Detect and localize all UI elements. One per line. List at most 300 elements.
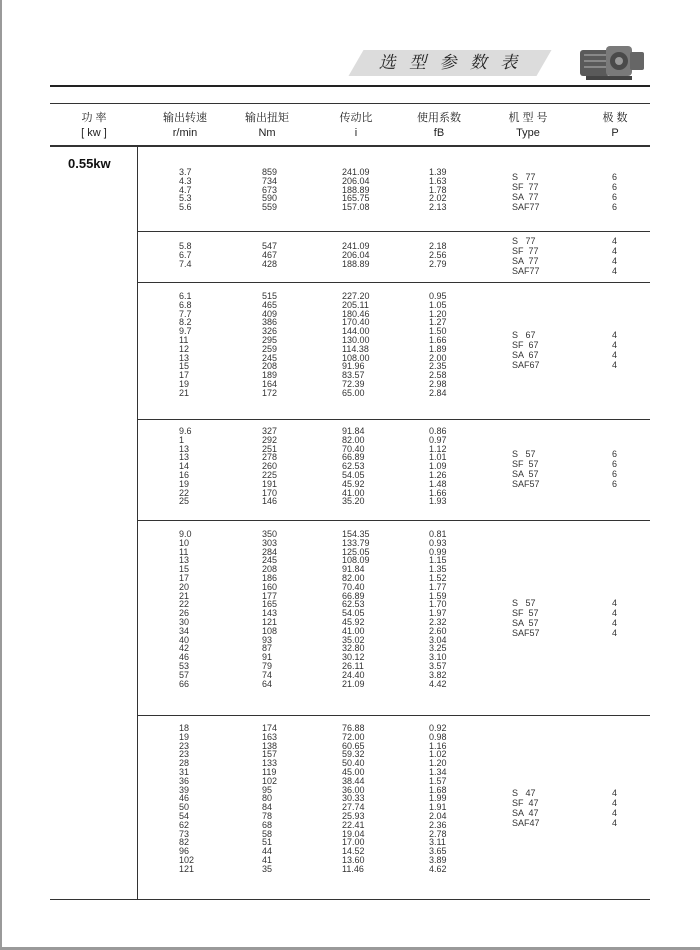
table-cell: 36.00 [342, 784, 365, 795]
table-cell: 180.46 [342, 308, 370, 319]
table-cell: 53 [179, 660, 190, 671]
table-cell: 15 [179, 564, 190, 575]
table-cell: 170 [262, 487, 278, 498]
table-cell: 68 [262, 819, 273, 830]
table-cell: 12 [179, 343, 190, 354]
table-cell: 1.78 [429, 184, 447, 195]
table-cell: 114.38 [342, 343, 369, 354]
table-cell: 303 [262, 537, 278, 548]
table-cell: 51 [262, 837, 273, 848]
ratio-col [342, 242, 370, 268]
table-cell: 6 [612, 202, 618, 212]
table-cell: 28 [179, 758, 190, 769]
table-cell: 1.09 [429, 461, 447, 472]
group-separator [137, 231, 650, 232]
table-cell: 465 [262, 299, 278, 310]
table-cell: 1.91 [429, 802, 447, 813]
table-cell: SA 57 [512, 469, 539, 479]
table-cell: 241.09 [342, 167, 370, 177]
pole-col [612, 788, 617, 828]
table-cell: 60.65 [342, 740, 365, 751]
table-cell: 6.1 [179, 291, 192, 301]
table-cell: 96 [179, 846, 190, 857]
table-cell: 6.7 [179, 249, 192, 260]
table-cell: 31 [179, 766, 190, 777]
table-cell: 386 [262, 317, 278, 328]
table-cell: 42 [179, 643, 190, 654]
table-cell: 133 [262, 758, 278, 769]
table-cell: 45.00 [342, 766, 365, 777]
table-cell: SA 77 [512, 192, 539, 202]
table-cell: 1.15 [429, 555, 447, 566]
table-cell: 121 [262, 616, 278, 627]
table-cell: 1.59 [429, 590, 447, 601]
table-cell: 91 [262, 652, 273, 663]
table-cell: 50 [179, 802, 190, 813]
table-cell: 4 [612, 598, 618, 608]
table-cell: 1.20 [429, 758, 447, 769]
table-cell: 35 [262, 863, 273, 874]
group-separator [137, 282, 650, 283]
table-cell: 241.09 [342, 241, 370, 251]
table-cell: 0.95 [429, 291, 447, 301]
table-cell: 1.52 [429, 572, 447, 583]
table-cell: 79 [262, 660, 273, 671]
table-cell: SF 57 [512, 608, 539, 618]
table-cell: 24.40 [342, 669, 365, 680]
table-cell: 4 [612, 236, 618, 246]
table-cell: 260 [262, 461, 278, 472]
table-cell: 72.00 [342, 731, 365, 742]
group-separator [137, 715, 650, 716]
table-cell: 35.20 [342, 496, 365, 507]
table-cell: 3.82 [429, 669, 447, 680]
table-cell: 2.78 [429, 828, 447, 839]
table-cell: 87 [262, 643, 273, 654]
table-cell: 1.89 [429, 343, 447, 354]
table-cell: 57 [179, 669, 190, 680]
table-cell: 1.93 [429, 496, 447, 507]
pole-col [612, 598, 617, 638]
table-cell: 74 [262, 669, 273, 680]
table-cell: 292 [262, 434, 278, 445]
table-cell: 62.53 [342, 461, 365, 472]
table-cell: 227.20 [342, 291, 370, 301]
table-cell: 46 [179, 793, 190, 804]
table-cell: 188.89 [342, 184, 370, 195]
table-cell: 93 [262, 634, 273, 645]
table-cell: 0.86 [429, 426, 447, 436]
table-cell: 1.34 [429, 766, 447, 777]
table-cell: 278 [262, 452, 278, 463]
table-cell: 4 [612, 818, 618, 828]
table-cell: 547 [262, 241, 278, 251]
table-cell: SAF57 [512, 628, 540, 638]
table-cell: S 77 [512, 172, 536, 182]
table-cell: 4 [612, 360, 618, 370]
table-cell: 1.27 [429, 317, 447, 328]
table-cell: 64 [262, 678, 273, 689]
page-title: 选 型 参 数 表 [378, 53, 522, 73]
table-cell: 11 [179, 546, 189, 557]
table-cell: 130.00 [342, 334, 370, 345]
table-cell: 160 [262, 581, 278, 592]
table-cell: 4 [612, 266, 618, 276]
table-cell: 2.35 [429, 361, 447, 372]
table-cell: 2.32 [429, 616, 447, 627]
table-cell: 66.89 [342, 452, 365, 463]
table-cell: 205.11 [342, 299, 369, 310]
table-cell: 174 [262, 723, 278, 733]
table-cell: 41.00 [342, 625, 365, 636]
table-cell: 23 [179, 740, 190, 751]
table-cell: 10 [179, 537, 190, 548]
table-cell: SA 67 [512, 350, 539, 360]
pole-col [612, 449, 617, 489]
table-cell: 1.05 [429, 299, 447, 310]
torque-col [262, 530, 277, 688]
table-cell: 62 [179, 819, 190, 830]
pole-col [612, 172, 617, 212]
table-cell: 4 [612, 256, 618, 266]
table-cell: 1.35 [429, 564, 447, 575]
table-cell: 4 [612, 246, 618, 256]
table-cell: 2.58 [429, 370, 447, 381]
table-cell: 0.98 [429, 731, 447, 742]
table-cell: 30.33 [342, 793, 365, 804]
table-cell: 2.84 [429, 387, 447, 398]
type-col [512, 172, 540, 212]
table-cell: 2.98 [429, 378, 447, 389]
table-cell: 1.97 [429, 608, 447, 619]
table-cell: SAF77 [512, 266, 540, 276]
table-cell: 5.3 [179, 193, 192, 204]
table-cell: 157.08 [342, 202, 370, 213]
table-cell: 326 [262, 326, 278, 337]
table-cell: 2.79 [429, 258, 447, 269]
table-cell: 165 [262, 599, 278, 610]
type-col [512, 236, 540, 276]
table-cell: 35.02 [342, 634, 365, 645]
table-cell: S 77 [512, 236, 536, 246]
table-cell: 22.41 [342, 819, 365, 830]
table-cell: 108.00 [342, 352, 370, 363]
type-col [512, 449, 540, 489]
type-col [512, 788, 540, 828]
table-cell: 65.00 [342, 387, 365, 398]
service-factor-col [429, 427, 447, 506]
service-factor-col [429, 724, 447, 874]
table-cell: 1.50 [429, 326, 447, 337]
table-cell: 188.89 [342, 258, 370, 269]
table-cell: 41 [262, 854, 273, 865]
table-cell: 428 [262, 258, 278, 269]
speed-col [179, 168, 192, 212]
page-frame-left [0, 0, 2, 950]
table-cell: 5.8 [179, 241, 192, 251]
table-cell: 4 [612, 350, 618, 360]
title-rule [50, 85, 650, 87]
table-cell: 44 [262, 846, 273, 857]
table-cell: 25 [179, 496, 190, 507]
table-cell: 7.7 [179, 308, 192, 319]
power-value: 0.55kw [68, 156, 111, 171]
table-cell: SA 47 [512, 808, 539, 818]
table-cell: 1.66 [429, 334, 447, 345]
table-cell: 82.00 [342, 572, 365, 583]
table-cell: 1.02 [429, 749, 447, 760]
table-cell: 0.97 [429, 434, 447, 445]
type-col [512, 330, 540, 370]
torque-col [262, 724, 277, 874]
table-cell: 14 [179, 461, 190, 472]
torque-col [262, 292, 277, 398]
table-cell: 39 [179, 784, 190, 795]
table-cell: 0.81 [429, 529, 447, 539]
speed-col [179, 292, 192, 398]
table-cell: 2.04 [429, 810, 447, 821]
speed-col [179, 530, 192, 688]
table-cell: 38.44 [342, 775, 365, 786]
table-cell: 82 [179, 837, 190, 848]
table-cell: 208 [262, 361, 278, 372]
table-cell: 119 [262, 766, 277, 777]
table-cell: 409 [262, 308, 278, 319]
table-cell: 1.48 [429, 478, 447, 489]
table-cell: 41.00 [342, 487, 365, 498]
table-cell: 83.57 [342, 370, 365, 381]
table-cell: 4.7 [179, 184, 192, 195]
service-factor-col [429, 168, 447, 212]
table-cell: 6 [612, 459, 618, 469]
table-cell: 2.18 [429, 241, 447, 251]
table-cell: SAF77 [512, 202, 540, 212]
table-cell: 4 [612, 618, 618, 628]
table-cell: 14.52 [342, 846, 365, 857]
table-cell: 3.11 [429, 837, 446, 848]
table-cell: 2.02 [429, 193, 447, 204]
table-cell: 13 [179, 452, 190, 463]
table-cell: 11 [179, 334, 189, 345]
table-cell: 2.60 [429, 625, 447, 636]
table-cell: 70.40 [342, 443, 365, 454]
table-cell: 78 [262, 810, 273, 821]
table-cell: 0.93 [429, 537, 447, 548]
table-cell: 4.62 [429, 863, 447, 874]
header-output-torque: 输出扭矩 Nm [245, 112, 289, 139]
table-cell: 80 [262, 793, 273, 804]
table-cell: SF 57 [512, 459, 539, 469]
table-cell: 3.25 [429, 643, 447, 654]
table-cell: 295 [262, 334, 278, 345]
ratio-col [342, 427, 365, 506]
table-cell: 3.57 [429, 660, 447, 671]
table-cell: 6 [612, 182, 618, 192]
table-cell: 13 [179, 555, 190, 566]
ratio-col [342, 168, 370, 212]
table-cell: 3.65 [429, 846, 447, 857]
table-cell: 172 [262, 387, 278, 398]
table-cell: 72.39 [342, 378, 365, 389]
type-col [512, 598, 540, 638]
table-cell: 170.40 [342, 317, 370, 328]
table-cell: 0.92 [429, 723, 447, 733]
table-cell: S 67 [512, 330, 536, 340]
table-cell: 186 [262, 572, 278, 583]
table-cell: 206.04 [342, 249, 370, 260]
table-cell: 1.57 [429, 775, 447, 786]
table-cell: 1.66 [429, 487, 447, 498]
service-factor-col [429, 292, 447, 398]
header-service-factor: 使用系数 fB [417, 112, 461, 139]
table-cell: 9.7 [179, 326, 192, 337]
ratio-col [342, 530, 370, 688]
table-cell: 2.36 [429, 819, 447, 830]
torque-col [262, 242, 277, 268]
table-cell: 9.6 [179, 426, 192, 436]
table-cell: 8.2 [179, 317, 192, 328]
table-cell: 590 [262, 193, 278, 204]
table-cell: 4 [612, 808, 618, 818]
table-cell: 245 [262, 555, 278, 566]
header-ratio: 传动比 i [339, 112, 373, 139]
table-cell: 143 [262, 608, 278, 619]
pole-col [612, 236, 617, 276]
table-cell: 21 [179, 387, 190, 398]
table-cell: 1.99 [429, 793, 447, 804]
table-cell: 17 [179, 572, 190, 583]
table-cell: 225 [262, 469, 278, 480]
speed-col [179, 724, 194, 874]
header-separator [50, 145, 650, 147]
table-cell: 3.7 [179, 167, 192, 177]
table-cell: 6 [612, 469, 618, 479]
table-cell: 91.84 [342, 426, 365, 436]
table-cell: 515 [262, 291, 278, 301]
gear-motor-icon [576, 40, 648, 86]
table-cell: 40 [179, 634, 190, 645]
table-cell: 1.77 [429, 581, 447, 592]
table-cell: 208 [262, 564, 278, 575]
table-cell: 17.00 [342, 837, 365, 848]
table-cell: 16 [179, 469, 190, 480]
table-cell: 30 [179, 616, 190, 627]
table-cell: S 57 [512, 449, 536, 459]
table-cell: 13 [179, 352, 190, 363]
table-cell: 1.16 [429, 740, 447, 751]
table-cell: 95 [262, 784, 273, 795]
table-cell: SF 67 [512, 340, 539, 350]
table-cell: S 47 [512, 788, 536, 798]
table-cell: 46 [179, 652, 190, 663]
table-cell: 9.0 [179, 529, 192, 539]
table-cell: 45.92 [342, 616, 365, 627]
table-cell: 2.56 [429, 249, 447, 260]
table-cell: 350 [262, 529, 278, 539]
table-cell: 1.68 [429, 784, 447, 795]
table-cell: 54.05 [342, 469, 365, 480]
service-factor-col [429, 530, 447, 688]
table-cell: 13.60 [342, 854, 365, 865]
ratio-col [342, 724, 365, 874]
table-cell: 70.40 [342, 581, 365, 592]
table-cell: 11.46 [342, 863, 364, 874]
table-cell: 32.80 [342, 643, 365, 654]
table-cell: SF 47 [512, 798, 539, 808]
table-cell: 1.70 [429, 599, 447, 610]
table-cell: 734 [262, 175, 278, 186]
table-cell: 6 [612, 479, 618, 489]
group-separator [137, 419, 650, 420]
header-power: 功 率 [ kw ] [81, 112, 107, 139]
pole-col [612, 330, 617, 370]
table-cell: 91.96 [342, 361, 365, 372]
table-cell: 20 [179, 581, 190, 592]
header-poles: 极 数 P [602, 112, 628, 139]
table-cell: 121 [179, 863, 195, 874]
table-cell: 19 [179, 478, 190, 489]
table-cell: 164 [262, 378, 278, 389]
table-cell: 19 [179, 731, 190, 742]
table-cell: 191 [262, 478, 278, 489]
table-cell: 62.53 [342, 599, 365, 610]
table-cell: 59.32 [342, 749, 365, 760]
table-cell: 102 [179, 854, 195, 865]
table-cell: 73 [179, 828, 190, 839]
table-cell: 84 [262, 802, 273, 813]
table-cell: 4 [612, 340, 618, 350]
table-cell: 133.79 [342, 537, 370, 548]
table-cell: 6 [612, 172, 618, 182]
table-cell: 251 [262, 443, 278, 454]
table-cell: 66 [179, 678, 190, 689]
table-cell: 327 [262, 426, 278, 436]
speed-col [179, 427, 192, 506]
table-cell: 25.93 [342, 810, 365, 821]
table-cell: 3.10 [429, 652, 447, 663]
table-cell: 1.39 [429, 167, 447, 177]
speed-col [179, 242, 192, 268]
group-separator [137, 520, 650, 521]
table-cell: 4 [612, 330, 618, 340]
table-cell: 1.26 [429, 469, 447, 480]
ratio-col [342, 292, 370, 398]
table-cell: 66.89 [342, 590, 365, 601]
table-cell: 54 [179, 810, 190, 821]
table-cell: 21 [179, 590, 190, 601]
table-cell: 284 [262, 546, 278, 557]
table-cell: 50.40 [342, 758, 365, 769]
table-cell: 3.04 [429, 634, 447, 645]
table-cell: 18 [179, 723, 190, 733]
table-cell: 138 [262, 740, 278, 751]
table-cell: 34 [179, 625, 190, 636]
table-cell: 108 [262, 625, 278, 636]
torque-col [262, 168, 277, 212]
table-cell: 559 [262, 202, 278, 213]
table-cell: 30.12 [342, 652, 365, 663]
table-cell: 102 [262, 775, 278, 786]
table-cell: 15 [179, 361, 190, 372]
table-cell: 157 [262, 749, 278, 760]
table-cell: 45.92 [342, 478, 365, 489]
table-cell: 2.13 [429, 202, 447, 213]
header-output-speed: 输出转速 r/min [163, 112, 207, 139]
table-cell: 2.00 [429, 352, 447, 363]
table-cell: 163 [262, 731, 278, 742]
table-cell: 259 [262, 343, 278, 354]
table-cell: 36 [179, 775, 190, 786]
